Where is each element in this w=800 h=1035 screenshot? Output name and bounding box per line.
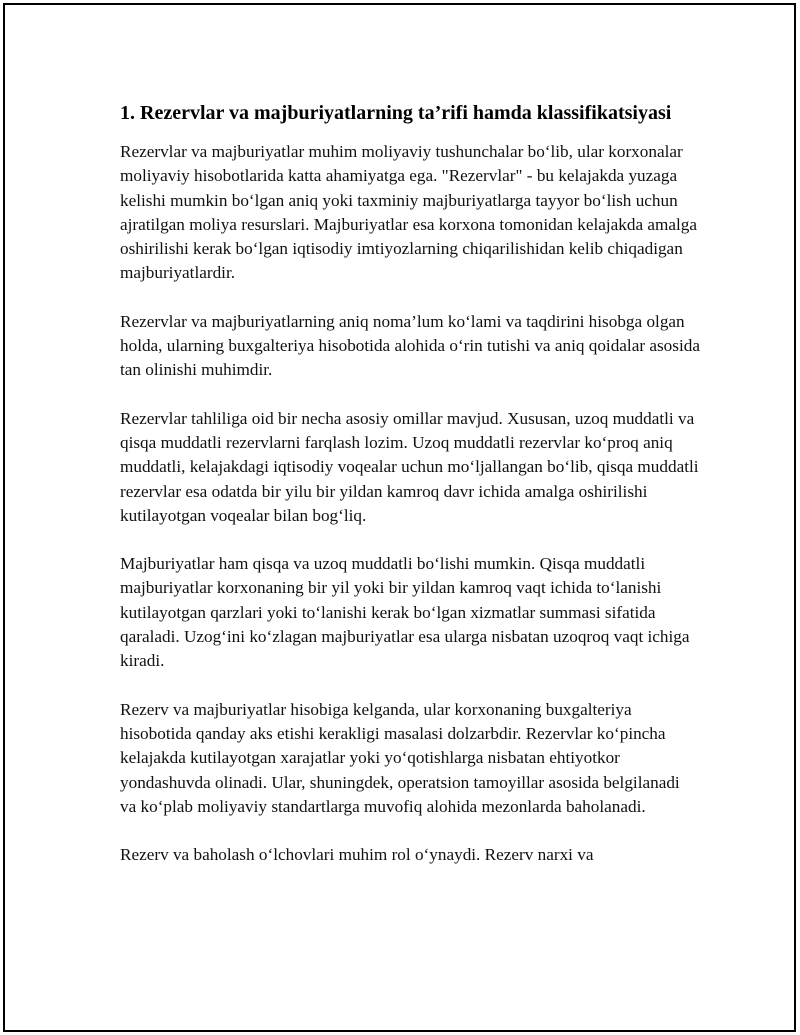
- section-heading: 1. Rezervlar va majburiyatlarning ta’rifi hamda klassifikatsiyasi: [120, 102, 672, 124]
- paragraph-1: Rezervlar va majburiyatlar muhim moliyaviy tushunchalar bo‘lib, ular korxonalar moliyaviy hisobotlarida katta ahamiyatga ega. "Rezervlar" - bu kelajakda yuzaga kelishi mumkin bo‘lgan aniq yoki taxminiy majburiyatlarga tayyor bo‘lish uchun ajratilgan moliya resurslari. Majburiyatlar esa korxona tomonidan kelajakda amalga oshirilishi kerak bo‘lgan iqtisodiy imtiyozlarning chiqarilishidan kelib chiqadigan majburiyatlardir.: [120, 142, 698, 283]
- page-frame: [3, 3, 796, 1032]
- paragraph-3: Rezervlar tahliliga oid bir necha asosiy omillar mavjud. Xususan, uzoq muddatli va qisqa muddatli rezervlarni farqlash lozim. Uzoq muddatli rezervlar ko‘proq aniq muddatli, kelajakdagi iqtisodiy voqealar uchun mo‘ljallangan bo‘lib, qisqa muddatli rezervlar esa odatda bir yilu bir yildan kamroq davr ichida amalga oshirilishi kutilayotgan voqealar bilan bog‘liq.: [120, 408, 699, 525]
- paragraph-5: Rezerv va majburiyatlar hisobiga kelganda, ular korxonaning buxgalteriya hisobotida qanday aks etishi kerakligi masalasi dolzarbdir. Rezervlar ko‘pincha kelajakda kutilayotgan xarajatlar yoki yo‘qotishlarga nisbatan ehtiyotkor yondashuvda olinadi. Ular, shuningdek, operatsion tamoyillar asosida belgilanadi va ko‘plab moliyaviy standartlarga muvofiq alohida mezonlarda baholanadi.: [120, 699, 680, 816]
- paragraph-2: Rezervlar va majburiyatlarning aniq noma’lum ko‘lami va taqdirini hisobga olgan holda, ularning buxgalteriya hisobotida alohida o‘rin tutishi va aniq qoidalar asosida tan olinishi muhimdir.: [120, 311, 700, 380]
- paragraph-6: Rezerv va baholash o‘lchovlari muhim rol o‘ynaydi. Rezerv narxi va: [120, 845, 594, 865]
- document-body: [120, 100, 700, 891]
- paragraph-4: Majburiyatlar ham qisqa va uzoq muddatli bo‘lishi mumkin. Qisqa muddatli majburiyatlar korxonaning bir yil yoki bir yildan kamroq vaqt ichida to‘lanishi kutilayotgan qarzlari yoki to‘lanishi kerak bo‘lgan xizmatlar summasi sifatida qaraladi. Uzog‘ini ko‘zlagan majburiyatlar esa ularga nisbatan uzoqroq vaqt ichiga kiradi.: [120, 554, 690, 671]
